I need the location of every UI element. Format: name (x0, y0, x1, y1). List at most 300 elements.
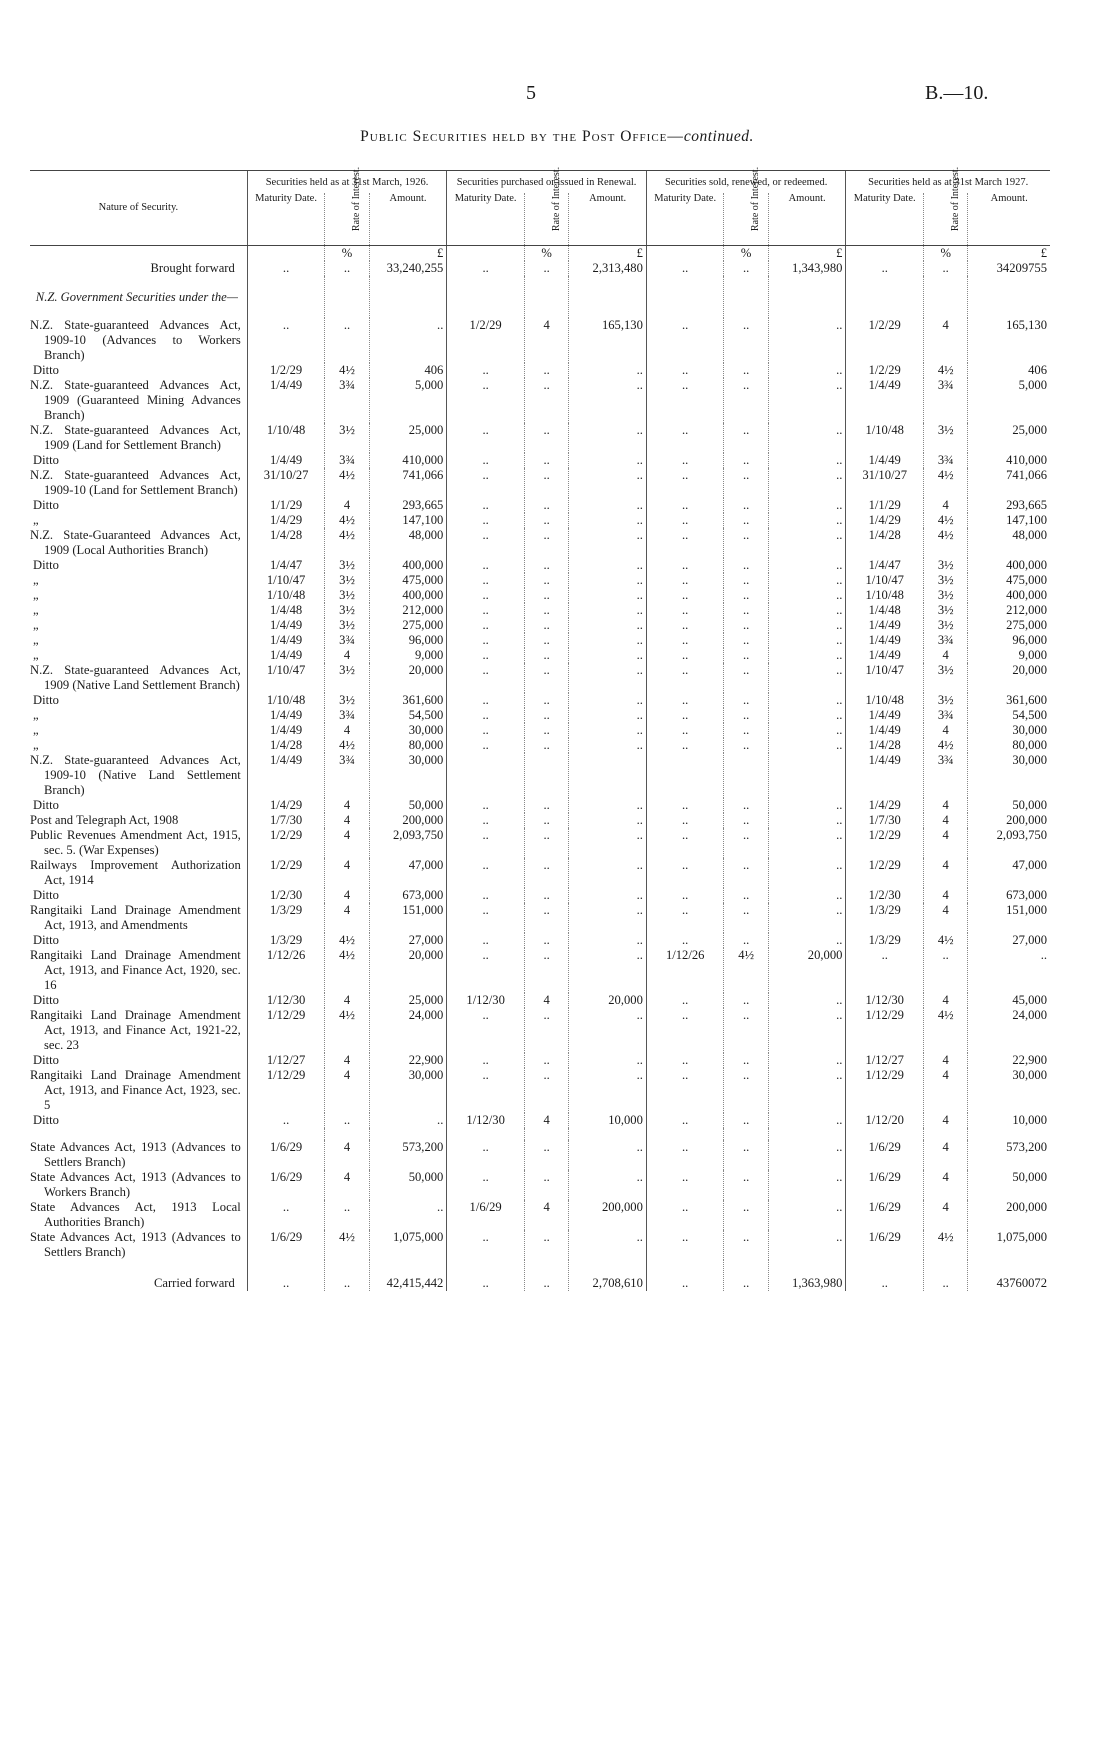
table-cell: 1/4/49 (846, 453, 924, 468)
unit-cell: £ (369, 246, 447, 262)
table-cell: 1,343,980 (768, 261, 846, 276)
table-cell: .. (447, 798, 525, 813)
table-row (30, 1008, 1050, 1053)
table-cell: 25,000 (369, 423, 447, 453)
table-cell: 50,000 (369, 1170, 447, 1200)
table-cell: 3½ (924, 618, 968, 633)
unit-cell: £ (968, 246, 1050, 262)
table-cell: .. (447, 618, 525, 633)
table-cell: .. (447, 1140, 525, 1170)
table-row (30, 498, 1050, 513)
table-cell: 3½ (325, 573, 369, 588)
table-cell: .. (569, 633, 647, 648)
table-cell: .. (768, 993, 846, 1008)
table-cell: 1/7/30 (846, 813, 924, 828)
table-cell: 1/10/48 (247, 423, 325, 453)
table-cell: .. (447, 453, 525, 468)
table-cell: .. (768, 558, 846, 573)
brought-forward-label: Brought forward (150, 261, 235, 275)
table-cell: .. (724, 1008, 768, 1053)
table-cell: 275,000 (369, 618, 447, 633)
table-cell: .. (768, 1170, 846, 1200)
table-cell: 30,000 (968, 723, 1050, 738)
security-name: State Advances Act, 1913 (Advances to Settlers Branch) (30, 1230, 241, 1259)
table-cell: .. (646, 903, 724, 933)
table-cell: 4 (924, 828, 968, 858)
security-name: State Advances Act, 1913 (Advances to Workers Branch) (30, 1170, 241, 1199)
table-row (30, 753, 1050, 798)
table-cell: 4 (325, 813, 369, 828)
table-cell: 1/10/48 (846, 423, 924, 453)
table-cell: .. (524, 648, 568, 663)
title-main: Public Securities held by the Post Office— (360, 128, 684, 145)
table-cell: .. (646, 378, 724, 423)
table-cell: .. (569, 738, 647, 753)
table-cell: .. (447, 903, 525, 933)
table-cell: 361,600 (369, 693, 447, 708)
table-cell: .. (768, 633, 846, 648)
table-cell: .. (524, 903, 568, 933)
header-maturity: Maturity Date. (447, 193, 525, 246)
table-cell: .. (768, 648, 846, 663)
security-name: Rangitaiki Land Drainage Amendment Act, 1913, and Finance Act, 1923, sec. 5 (30, 1068, 241, 1112)
table-cell: .. (724, 828, 768, 858)
table-cell: .. (768, 1068, 846, 1113)
table-cell: .. (968, 948, 1050, 993)
table-cell: .. (447, 828, 525, 858)
table-cell-empty (247, 276, 325, 318)
table-cell: 1/4/49 (247, 648, 325, 663)
table-cell: .. (724, 498, 768, 513)
table-cell: .. (447, 648, 525, 663)
table-row (30, 573, 1050, 588)
table-cell: 1/12/30 (447, 993, 525, 1008)
table-cell: 1/12/30 (247, 993, 325, 1008)
table-cell: .. (569, 558, 647, 573)
table-cell: .. (646, 498, 724, 513)
table-cell: 573,200 (369, 1140, 447, 1170)
table-cell: .. (646, 468, 724, 498)
table-cell: .. (646, 888, 724, 903)
table-cell: 4 (924, 1053, 968, 1068)
table-cell: 1/3/29 (247, 903, 325, 933)
table-cell: 4½ (924, 738, 968, 753)
table-cell: 1/6/29 (846, 1140, 924, 1170)
table-row (30, 453, 1050, 468)
table-cell: 1/4/49 (247, 633, 325, 648)
table-cell: .. (768, 693, 846, 708)
table-cell: .. (569, 1140, 647, 1170)
table-cell: .. (924, 948, 968, 993)
table-cell: .. (724, 528, 768, 558)
table-cell: 4 (924, 888, 968, 903)
table-cell: 4 (924, 858, 968, 888)
table-row (30, 693, 1050, 708)
table-row (30, 723, 1050, 738)
table-cell: .. (768, 573, 846, 588)
table-row (30, 1068, 1050, 1113)
spacer-row (30, 1128, 1050, 1140)
table-cell: 43760072 (968, 1260, 1050, 1291)
security-name: „ (33, 513, 39, 527)
section-heading: N.Z. Government Securities under the— (35, 290, 238, 304)
table-cell: .. (569, 423, 647, 453)
table-cell: 1/4/49 (846, 618, 924, 633)
table-cell: 1/4/47 (247, 558, 325, 573)
table-cell: 80,000 (369, 738, 447, 753)
table-cell: 4½ (325, 513, 369, 528)
security-name: Ditto (33, 933, 59, 947)
table-cell: .. (646, 1200, 724, 1230)
security-name: N.Z. State-guaranteed Advances Act, 1909 (Native Land Settlement Branch) (30, 663, 241, 692)
table-cell: .. (524, 513, 568, 528)
table-cell: 673,000 (968, 888, 1050, 903)
table-cell: .. (768, 453, 846, 468)
table-cell: .. (447, 528, 525, 558)
spacer-cell (569, 1128, 647, 1140)
table-cell: 1,363,980 (768, 1260, 846, 1291)
table-cell: .. (724, 738, 768, 753)
table-cell: .. (768, 798, 846, 813)
security-name: Rangitaiki Land Drainage Amendment Act, 1913, and Finance Act, 1920, sec. 16 (30, 948, 241, 992)
table-cell: 1/12/20 (846, 1113, 924, 1128)
table-cell: 3½ (924, 588, 968, 603)
table-cell: 1/12/27 (846, 1053, 924, 1068)
table-cell: 4½ (924, 1230, 968, 1260)
table-body (30, 246, 1050, 1292)
spacer-cell (646, 1128, 724, 1140)
table-cell: 4 (325, 1068, 369, 1113)
table-cell: 275,000 (968, 618, 1050, 633)
table-cell: .. (447, 1230, 525, 1260)
document-reference: B.—10. (925, 82, 989, 104)
table-cell: .. (724, 603, 768, 618)
table-row (30, 738, 1050, 753)
table-cell: .. (646, 648, 724, 663)
table-cell: .. (724, 708, 768, 723)
table-cell: 1/4/49 (247, 753, 325, 798)
table-row (30, 813, 1050, 828)
security-name: Ditto (33, 693, 59, 707)
header-rate: Rate of Interest. (524, 193, 568, 246)
table-cell: .. (768, 1140, 846, 1170)
table-cell: 47,000 (369, 858, 447, 888)
table-cell: .. (646, 858, 724, 888)
table-cell: .. (569, 468, 647, 498)
table-cell: .. (524, 828, 568, 858)
table-cell: .. (524, 558, 568, 573)
table-cell: 1/10/48 (247, 693, 325, 708)
table-cell: 30,000 (369, 723, 447, 738)
security-name: Ditto (33, 1113, 59, 1127)
table-cell: .. (524, 1170, 568, 1200)
table-cell: .. (646, 318, 724, 363)
table-cell (447, 753, 525, 798)
table-cell: .. (646, 528, 724, 558)
table-cell: .. (447, 363, 525, 378)
table-row (30, 423, 1050, 453)
table-cell: 165,130 (968, 318, 1050, 363)
table-cell: 410,000 (968, 453, 1050, 468)
spacer-cell (924, 1128, 968, 1140)
table-cell: .. (724, 513, 768, 528)
table-cell: .. (768, 888, 846, 903)
table-cell: 3½ (924, 663, 968, 693)
table-cell: 4½ (924, 513, 968, 528)
table-cell: .. (768, 858, 846, 888)
table-row (30, 1053, 1050, 1068)
table-cell: 1/4/49 (846, 633, 924, 648)
table-cell: 1/2/29 (846, 858, 924, 888)
table-row (30, 648, 1050, 663)
table-cell: 20,000 (768, 948, 846, 993)
table-cell: 4 (924, 993, 968, 1008)
table-cell: 4 (325, 1170, 369, 1200)
table-cell: 4 (325, 828, 369, 858)
table-cell: 9,000 (369, 648, 447, 663)
table-cell: .. (569, 603, 647, 618)
table-cell: 20,000 (968, 663, 1050, 693)
table-cell: 1/4/49 (846, 723, 924, 738)
table-cell: 3½ (924, 603, 968, 618)
table-cell: 48,000 (968, 528, 1050, 558)
table-cell: .. (646, 261, 724, 276)
table-row (30, 618, 1050, 633)
table-cell: .. (569, 1008, 647, 1053)
table-cell: 3½ (325, 618, 369, 633)
table-cell: .. (524, 663, 568, 693)
table-cell: 400,000 (369, 558, 447, 573)
table-cell (569, 753, 647, 798)
security-name: N.Z. State-guaranteed Advances Act, 1909 (Land for Settlement Branch) (30, 423, 241, 452)
table-cell: 9,000 (968, 648, 1050, 663)
table-cell: .. (569, 618, 647, 633)
table-cell: 10,000 (569, 1113, 647, 1128)
table-cell: .. (646, 828, 724, 858)
table-cell: .. (447, 1053, 525, 1068)
table-cell: 5,000 (968, 378, 1050, 423)
table-cell: 1/4/48 (846, 603, 924, 618)
table-cell: .. (569, 573, 647, 588)
table-cell: 2,313,480 (569, 261, 647, 276)
table-cell: 4 (924, 1200, 968, 1230)
table-cell: .. (768, 1008, 846, 1053)
spacer-cell (768, 1128, 846, 1140)
table-cell: 4 (924, 1140, 968, 1170)
table-cell: 1/2/29 (247, 363, 325, 378)
security-name: Public Revenues Amendment Act, 1915, sec. 5. (War Expenses) (30, 828, 241, 857)
table-cell: 475,000 (968, 573, 1050, 588)
table-row (30, 588, 1050, 603)
table-row (30, 513, 1050, 528)
table-cell: .. (724, 858, 768, 888)
units-row (30, 246, 1050, 262)
table-cell: .. (724, 663, 768, 693)
table-cell: 30,000 (369, 1068, 447, 1113)
table-cell: 10,000 (968, 1113, 1050, 1128)
table-cell: .. (325, 1200, 369, 1230)
table-cell: .. (447, 378, 525, 423)
table-cell (768, 753, 846, 798)
table-cell: 24,000 (968, 1008, 1050, 1053)
table-cell: .. (646, 513, 724, 528)
table-cell: 1/4/28 (846, 738, 924, 753)
security-name: State Advances Act, 1913 (Advances to Settlers Branch) (30, 1140, 241, 1169)
table-cell: .. (768, 363, 846, 378)
spacer-cell (524, 1128, 568, 1140)
table-cell: 96,000 (968, 633, 1050, 648)
table-cell: .. (724, 1113, 768, 1128)
table-cell: .. (646, 453, 724, 468)
table-cell: .. (646, 633, 724, 648)
table-cell: 361,600 (968, 693, 1050, 708)
table-cell: 1/4/49 (846, 708, 924, 723)
table-cell: .. (646, 1068, 724, 1113)
table-cell: 4 (924, 648, 968, 663)
security-name: Ditto (33, 498, 59, 512)
table-cell: 4½ (924, 528, 968, 558)
table-cell: 20,000 (369, 948, 447, 993)
table-cell: 27,000 (369, 933, 447, 948)
table-cell: .. (768, 468, 846, 498)
table-cell: 1/2/29 (846, 828, 924, 858)
table-row (30, 633, 1050, 648)
table-cell: .. (646, 693, 724, 708)
table-cell: 1/6/29 (846, 1170, 924, 1200)
table-cell: 33,240,255 (369, 261, 447, 276)
table-cell: 1/1/29 (846, 498, 924, 513)
table-cell: .. (569, 1068, 647, 1113)
table-cell: .. (524, 363, 568, 378)
table-cell: .. (724, 618, 768, 633)
table-cell: 1/12/26 (247, 948, 325, 993)
table-cell: 1/6/29 (247, 1170, 325, 1200)
table-cell: .. (447, 558, 525, 573)
table-cell: .. (447, 588, 525, 603)
table-cell: 4½ (325, 948, 369, 993)
table-cell: .. (569, 723, 647, 738)
table-cell: 1/2/29 (846, 318, 924, 363)
table-cell: 80,000 (968, 738, 1050, 753)
table-cell: 1,075,000 (968, 1230, 1050, 1260)
unit-cell: £ (768, 246, 846, 262)
table-row (30, 708, 1050, 723)
security-name: Ditto (33, 1053, 59, 1067)
table-cell: .. (646, 1053, 724, 1068)
header-held-1926: Securities held as at 31st March, 1926. (247, 171, 447, 194)
table-cell: .. (768, 498, 846, 513)
table-cell: 400,000 (369, 588, 447, 603)
table-cell: 4½ (924, 468, 968, 498)
table-cell: .. (524, 1260, 568, 1291)
table-cell: 50,000 (369, 798, 447, 813)
table-cell: .. (569, 693, 647, 708)
table-cell: .. (447, 468, 525, 498)
table-cell: 3¾ (325, 453, 369, 468)
table-cell: 3¾ (325, 708, 369, 723)
spacer-cell (369, 1128, 447, 1140)
table-row (30, 1230, 1050, 1260)
table-row (30, 1170, 1050, 1200)
table-cell: .. (447, 933, 525, 948)
table-cell: .. (646, 1140, 724, 1170)
table-cell: .. (724, 558, 768, 573)
table-cell: .. (447, 573, 525, 588)
table-cell: 2,093,750 (968, 828, 1050, 858)
table-row (30, 558, 1050, 573)
table-cell: .. (768, 1053, 846, 1068)
table-cell: 147,100 (369, 513, 447, 528)
header-rate: Rate of Interest. (724, 193, 768, 246)
table-cell: .. (524, 618, 568, 633)
table-cell: .. (524, 798, 568, 813)
table-cell: .. (646, 723, 724, 738)
table-cell: 200,000 (569, 1200, 647, 1230)
table-row (30, 1200, 1050, 1230)
carried-forward-label: Carried forward (154, 1276, 235, 1290)
table-cell: .. (325, 1260, 369, 1291)
table-cell-empty (768, 276, 846, 318)
table-cell: 4 (325, 1140, 369, 1170)
table-cell: 1/4/49 (247, 618, 325, 633)
table-cell: 1/4/29 (846, 513, 924, 528)
table-cell: 4 (325, 888, 369, 903)
table-cell: .. (569, 888, 647, 903)
table-cell: 50,000 (968, 798, 1050, 813)
table-cell: 4 (325, 498, 369, 513)
table-cell: 475,000 (369, 573, 447, 588)
table-cell-empty (924, 276, 968, 318)
security-name: Rangitaiki Land Drainage Amendment Act, 1913, and Finance Act, 1921-22, sec. 23 (30, 1008, 241, 1052)
table-cell: 200,000 (369, 813, 447, 828)
security-name: „ (33, 603, 39, 617)
security-name: „ (33, 648, 39, 662)
table-cell: 4 (325, 723, 369, 738)
table-cell: .. (646, 933, 724, 948)
table-cell: .. (447, 1008, 525, 1053)
table-cell: 1/4/28 (247, 738, 325, 753)
table-cell: .. (768, 528, 846, 558)
table-cell: .. (768, 603, 846, 618)
table-cell: 1/7/30 (247, 813, 325, 828)
table-cell: .. (524, 1140, 568, 1170)
header-amount: Amount. (768, 193, 846, 246)
table-cell: 147,100 (968, 513, 1050, 528)
table-cell: 3¾ (325, 753, 369, 798)
table-row (30, 318, 1050, 363)
table-cell-empty (646, 276, 724, 318)
table-cell: 34209755 (968, 261, 1050, 276)
table-cell: 406 (968, 363, 1050, 378)
table-cell: 47,000 (968, 858, 1050, 888)
table-cell: 4½ (325, 528, 369, 558)
table-cell: .. (724, 318, 768, 363)
title-continued: continued. (683, 128, 754, 145)
table-cell: .. (724, 1230, 768, 1260)
table-cell: 4 (924, 1113, 968, 1128)
security-name: „ (33, 723, 39, 737)
table-cell: 30,000 (369, 753, 447, 798)
table-cell-empty (968, 276, 1050, 318)
table-cell: 4 (325, 1053, 369, 1068)
table-cell: 4 (924, 498, 968, 513)
table-row (30, 1140, 1050, 1170)
table-cell: 4½ (724, 948, 768, 993)
table-cell: .. (569, 648, 647, 663)
security-name: N.Z. State-guaranteed Advances Act, 1909 (Guaranteed Mining Advances Branch) (30, 378, 241, 422)
table-cell: 1/12/26 (646, 948, 724, 993)
spacer-cell (30, 1128, 247, 1140)
